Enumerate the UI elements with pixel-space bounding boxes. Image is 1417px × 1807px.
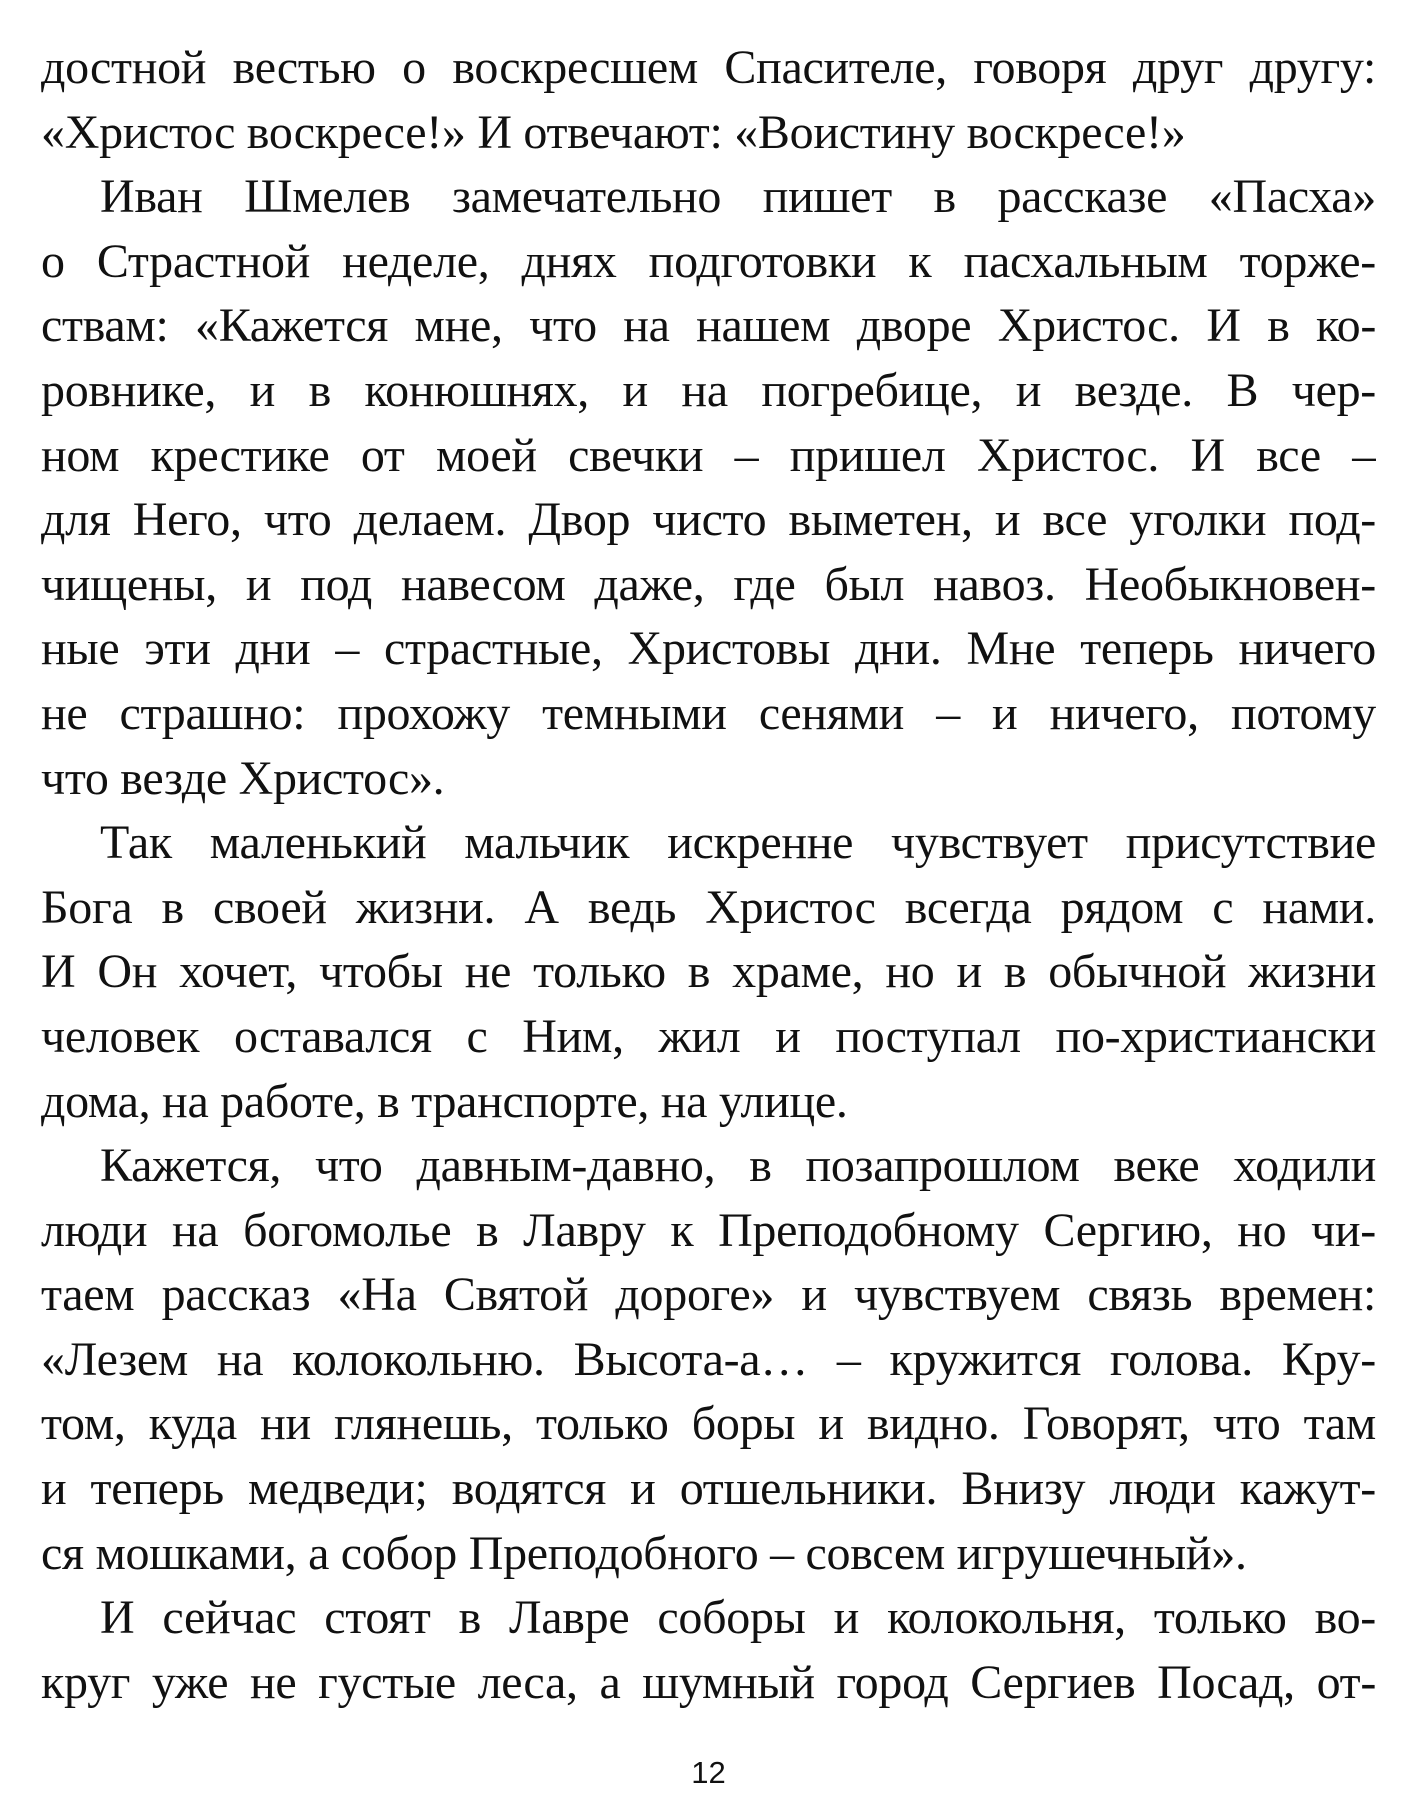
text-line: «Лезем на колокольню. Высота-а… – кружится голова. Кру- [41,1332,1376,1386]
text-line: Бога в своей жизни. А ведь Христос всегда рядом с нами. [41,880,1376,934]
text-line: люди на богомолье в Лавру к Преподобному Сергию, но чи- [41,1203,1376,1257]
text-line: Кажется, что давным-давно, в позапрошлом веке ходили [100,1139,1376,1193]
text-line: для Него, что делаем. Двор чисто выметен, и все уголки под- [41,493,1376,547]
text-line: круг уже не густые леса, а шумный город Сергиев Посад, от- [41,1655,1376,1709]
text-line: таем рассказ «На Святой дороге» и чувствуем связь времен: [41,1268,1376,1322]
text-line: и теперь медведи; водятся и отшельники. Внизу люди кажут- [41,1462,1376,1516]
text-line: Иван Шмелев замечательно пишет в рассказе «Пасха» [100,170,1376,224]
text-line: о Страстной неделе, днях подготовки к пасхальным торже- [41,234,1376,288]
text-line: человек оставался с Ним, жил и поступал по-христиански [41,1009,1376,1063]
paragraph [41,165,1376,811]
text-line: ные эти дни – страстные, Христовы дни. Мне теперь ничего [41,622,1376,676]
paragraph [41,1586,1376,1715]
body-text [41,36,1376,1715]
text-line: дома, на работе, в транспорте, на улице. [41,1074,848,1128]
text-line: «Христос воскресе!» И отвечают: «Воистину воскресе!» [41,105,1186,159]
text-line: достной вестью о воскресшем Спасителе, говоря друг другу: [41,41,1376,94]
text-line: том, куда ни глянешь, только боры и видно. Говорят, что там [41,1397,1376,1451]
paragraph [41,36,1376,165]
text-line: Так маленький мальчик искренне чувствует присутствие [100,816,1376,870]
text-line: И Он хочет, чтобы не только в храме, но и в обычной жизни [41,945,1376,999]
text-line: чищены, и под навесом даже, где был навоз. Необыкновен- [41,557,1376,611]
text-line: И сейчас стоят в Лавре соборы и колокольня, только во- [100,1591,1376,1645]
text-line: ровнике, и в конюшнях, и на погребице, и везде. В чер- [41,363,1376,417]
text-line: что везде Христос». [41,751,445,805]
page-number: 12 [691,1755,726,1790]
text-line: ся мошками, а собор Преподобного – совсем игрушечный». [41,1526,1247,1580]
text-line: ствам: «Кажется мне, что на нашем дворе Христос. И в ко- [41,299,1376,353]
text-line: не страшно: прохожу темными сенями – и ничего, потому [41,686,1376,740]
paragraph [41,811,1376,1134]
paragraph [41,1134,1376,1586]
text-line: ном крестике от моей свечки – пришел Христос. И все – [41,428,1376,482]
